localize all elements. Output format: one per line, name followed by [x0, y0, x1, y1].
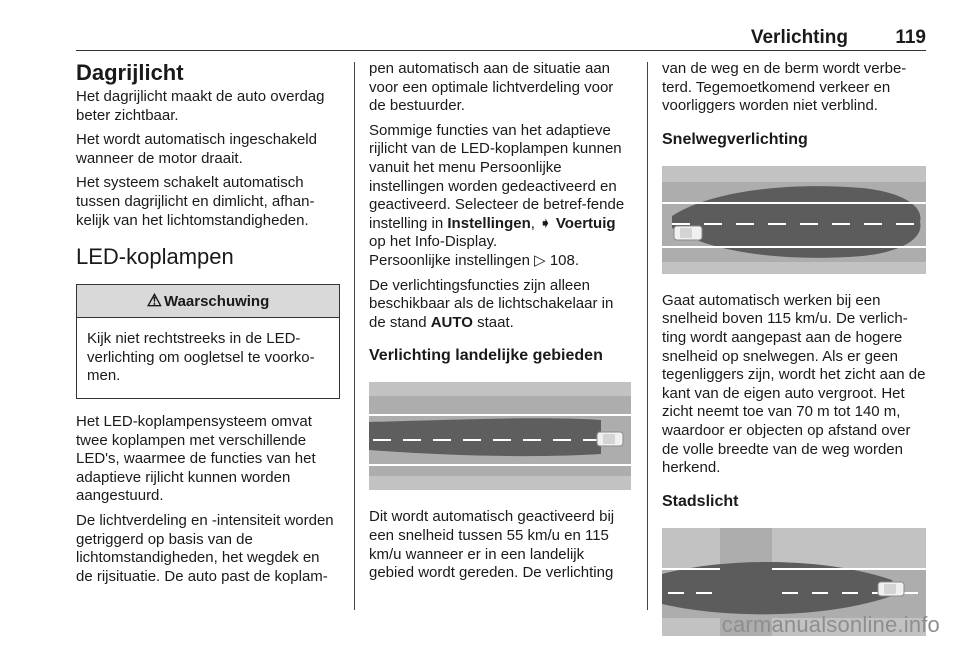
- page-reference-icon: ▷: [534, 251, 546, 269]
- paragraph: pen automatisch aan de situatie aan voor een optimale lichtverdeling voor de bestuurder.: [369, 60, 614, 115]
- paragraph: Het wordt automatisch ingeschakeld wanneer de motor draait.: [76, 131, 317, 167]
- column-3: [662, 60, 928, 654]
- paragraph: Het LED-koplampensysteem omvat twee koplampen met verschillende LED's, waarmee de functies van het adaptieve rijlicht kunnen worden aangestuurd.: [76, 412, 316, 505]
- cross-reference-page: 108: [549, 251, 575, 269]
- heading-dagrijlicht: Dagrijlicht: [76, 60, 184, 85]
- car-icon: [674, 226, 702, 240]
- text-run: Sommige functies van het adaptieve rijlicht van de LED-koplampen kunnen vanuit het menu Persoonlijke instellingen worden gedeactiveerd en geactiveerd. Selecteer de betref-fende instelling in: [369, 121, 625, 232]
- paragraph: Dit wordt automatisch geactiveerd bij een snelheid tussen 55 km/u en 115 km/u wanneer er in een landelijk gebied wordt gereden. De verlichting: [369, 508, 615, 582]
- paragraph: Gaat automatisch werken bij een snelheid boven 115 km/u. De verlich-ting wordt aangepast aan de hogere snelheid op snelwegen. Als er geen tegenliggers zijn, wordt het zicht aan de kant van de eigen auto vergroot. Het zicht neemt toe van 70 m tot 140 m, waardoor er objecten op afstand over de volle breedte van de weg worden herkend.: [662, 291, 926, 477]
- column-1: [76, 60, 340, 592]
- column-2: [369, 60, 633, 589]
- paragraph: Het dagrijlicht maakt de auto overdag beter zichtbaar.: [76, 88, 325, 124]
- heading-snelwegverlichting: Snelwegverlichting: [662, 130, 808, 148]
- page-number: 119: [895, 27, 926, 48]
- paragraph: [369, 277, 633, 333]
- heading-landelijke-gebieden: Verlichting landelijke gebieden: [369, 347, 603, 365]
- menu-path-instellingen: Instellingen: [447, 214, 531, 232]
- switch-position-auto: AUTO: [430, 313, 473, 331]
- watermark: carmanualsonline.info: [721, 612, 940, 637]
- section-title: Verlichting: [750, 27, 848, 48]
- paragraph: van de weg en de berm wordt verbe-terd. Tegemoetkomend verkeer en voorliggers worden niet verblind.: [662, 60, 907, 115]
- rural-lighting-illustration: [369, 382, 631, 490]
- warning-text: Kijk niet rechtstreeks in de LED-verlichting om oogletsel te voorko-men.: [87, 330, 315, 385]
- warning-triangle-icon: ⚠: [146, 291, 162, 311]
- highway-lighting-illustration: [662, 166, 926, 274]
- warning-box: [76, 284, 340, 399]
- text-run: De verlichtingsfuncties zijn alleen beschikbaar als de lichtschakelaar in de stand: [369, 276, 614, 331]
- page-header: [76, 26, 926, 51]
- warning-title: Waarschuwing: [163, 293, 270, 311]
- car-icon: [597, 432, 623, 446]
- paragraph: Het systeem schakelt automatisch tussen dagrijlicht en dimlicht, afhan-kelijk van het lichtomstandigheden.: [76, 174, 315, 229]
- text-run: staat.: [472, 313, 514, 331]
- heading-stadslicht: Stadslicht: [662, 492, 739, 510]
- car-icon: [878, 582, 904, 596]
- paragraph: De lichtverdeling en -intensiteit worden getriggerd op basis van de lichtomstandigheden, het wegdek en de rijsituatie. De auto past de koplam-: [76, 511, 334, 585]
- cross-reference-title: Persoonlijke instellingen: [369, 251, 530, 269]
- arrow-right-icon: ➧: [539, 214, 552, 232]
- text-run: op het Info-Display.: [369, 233, 498, 251]
- menu-path-voertuig: Voertuig: [555, 214, 616, 232]
- paragraph: Sommige functies van het adaptieve rijlicht van de LED-koplampen kunnen vanuit het menu Persoonlijke instellingen worden gedeactiveerd en geactiveerd. Selecteer de betref-fende instelling in Instellingen, ➧ Voertuig op het Info-Display. Persoonlijke instellingen ▷ 108.: [369, 121, 625, 269]
- heading-led-koplampen: LED-koplampen: [76, 244, 234, 270]
- warning-header: [77, 285, 339, 318]
- column-divider: [354, 62, 355, 610]
- column-divider: [647, 62, 648, 610]
